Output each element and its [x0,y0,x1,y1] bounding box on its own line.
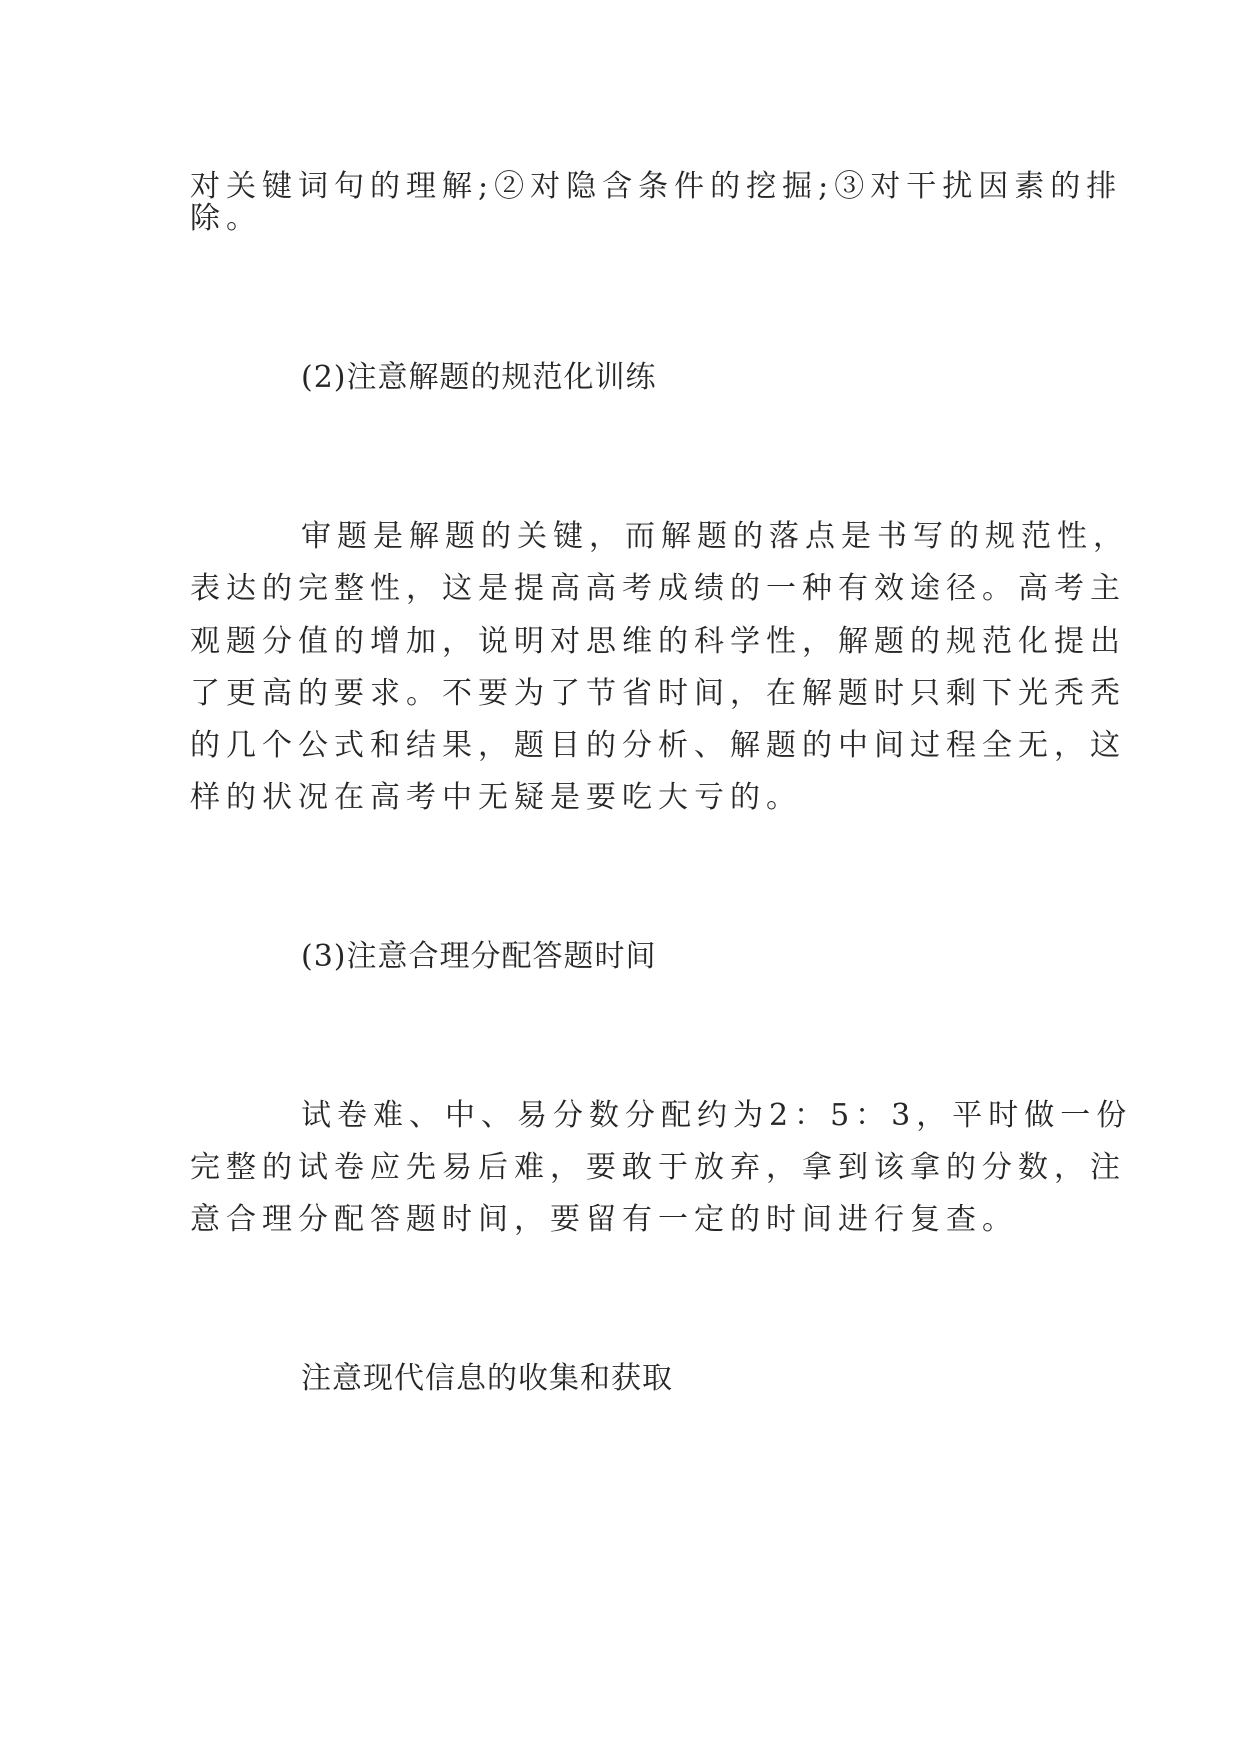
paragraph-2-line-5: 的几个公式和结果，题目的分析、解题的中间过程全无，这 [190,728,1126,763]
paragraph-2-line-1: 审题是解题的关键，而解题的落点是书写的规范性， [301,519,1129,554]
paragraph-3-line-1: 试卷难、中、易分数分配约为2：5：3，平时做一份 [301,1098,1133,1133]
paragraph-2-line-6: 样的状况在高考中无疑是要吃大亏的。 [190,780,802,815]
paragraph-1-line-1: 对关键词句的理解;②对隐含条件的挖掘;③对干扰因素的排 [190,169,1123,204]
paragraph-3-line-3: 意合理分配答题时间，要留有一定的时间进行复查。 [190,1202,1018,1237]
paragraph-2-line-2: 表达的完整性，这是提高高考成绩的一种有效途径。高考主 [190,571,1126,606]
section-heading-2: (2)注意解题的规范化训练 [301,360,657,395]
section-heading-3: (3)注意合理分配答题时间 [301,939,657,974]
section-heading-4: 注意现代信息的收集和获取 [301,1361,673,1396]
paragraph-1-line-2: 除。 [190,201,262,236]
paragraph-2-line-4: 了更高的要求。不要为了节省时间，在解题时只剩下光秃秃 [190,676,1126,711]
paragraph-2-line-3: 观题分值的增加，说明对思维的科学性，解题的规范化提出 [190,624,1126,659]
paragraph-3-line-2: 完整的试卷应先易后难，要敢于放弃，拿到该拿的分数，注 [190,1150,1126,1185]
